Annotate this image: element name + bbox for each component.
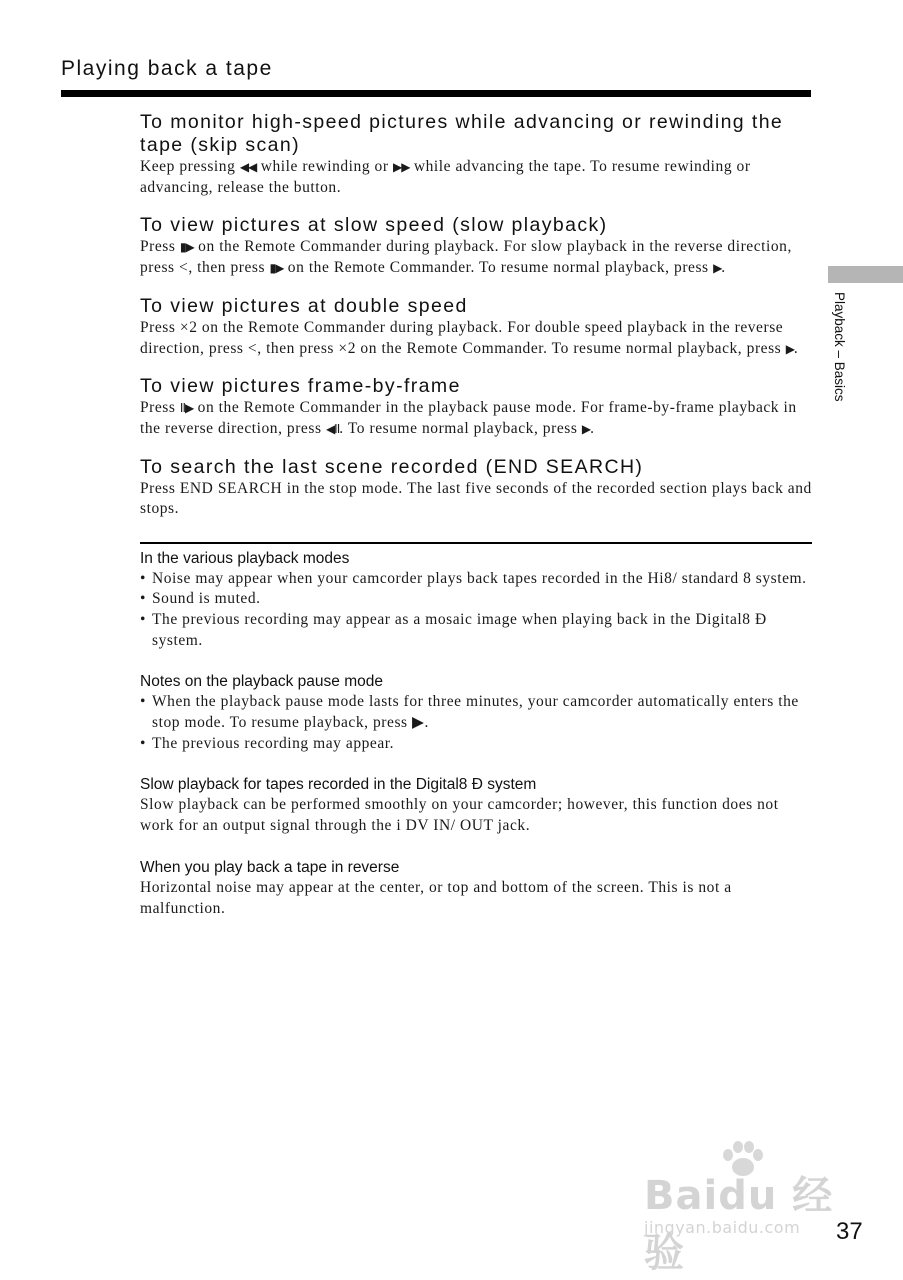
section-body: Press ×2 on the Remote Commander during playback. For double speed playback in the reverse direction, press <, then press ×2 on the Remote Commander. To resume normal playback, press ▶. <box>140 318 799 357</box>
section-body: Press II▶ on the Remote Commander in the playback pause mode. For frame-by-frame playback in the reverse direction, press ◀II. To resume normal playback, press ▶. <box>140 399 797 437</box>
note-body: Slow playback can be performed smoothly on your camcorder; however, this function does not work for an output signal through the i DV IN/ OUT jack. <box>140 796 779 835</box>
note-list <box>140 569 812 652</box>
note-body: Horizontal noise may appear at the center, or top and bottom of the screen. This is not a malfunction. <box>140 878 732 917</box>
play-icon: ▶ <box>581 421 591 436</box>
slow-play-icon: ▮▶ <box>179 240 194 255</box>
slow-play-icon: ▮▶ <box>269 261 284 276</box>
rewind-icon: ◀◀ <box>239 160 257 174</box>
list-item: • Noise may appear when your camcorder plays back tapes recorded in the Hi8/ standard 8 system. <box>140 569 812 590</box>
frame-advance-icon: II▶ <box>179 401 194 416</box>
section-title: To view pictures at double speed <box>140 294 468 317</box>
section-body: Press END SEARCH in the stop mode. The last five seconds of the recorded section plays back and stops. <box>140 479 812 518</box>
note-slow-digital8 <box>140 774 812 836</box>
play-icon: ▶ <box>713 261 722 276</box>
section-frame-by-frame <box>140 375 812 439</box>
page-header-title: Playing back a tape <box>61 57 273 80</box>
list-item: • When the playback pause mode lasts for three minutes, your camcorder automatically enters the stop mode. To resume playback, press ▶. <box>140 692 812 733</box>
watermark <box>640 1140 845 1276</box>
section-body: Press ▮▶ on the Remote Commander during playback. For slow playback in the reverse direction, press <, then press ▮▶ on the Remote Commander. To resume normal playback, press ▶. <box>140 238 792 277</box>
side-tab-marker <box>828 266 903 283</box>
list-item: • Sound is muted. <box>140 589 812 610</box>
reverse-icon: < <box>247 339 258 357</box>
section-title: To view pictures at slow speed (slow playback) <box>140 214 608 237</box>
section-double-speed <box>140 295 812 359</box>
note-various-modes <box>140 548 812 652</box>
reverse-icon: < <box>179 259 189 277</box>
list-item: • The previous recording may appear as a mosaic image when playing back in the Digital8 Ð system. <box>140 610 812 651</box>
section-title: To search the last scene recorded (END SEARCH) <box>140 455 644 478</box>
section-title: To monitor high-speed pictures while advancing or rewinding the tape (skip scan) <box>140 111 784 156</box>
side-tab-label: Playback – Basics <box>832 292 847 402</box>
list-item: • The previous recording may appear. <box>140 734 812 755</box>
watermark-brand: Baidu 经验 <box>644 1173 834 1276</box>
note-title: In the various playback modes <box>140 549 350 567</box>
section-skip-scan <box>140 111 812 198</box>
note-list <box>140 692 812 754</box>
note-title: When you play back a tape in reverse <box>140 858 400 876</box>
header-rule <box>61 90 811 97</box>
fast-forward-icon: ▶▶ <box>393 160 410 174</box>
section-slow-playback <box>140 214 812 278</box>
frame-reverse-icon: ◀II <box>325 421 340 436</box>
note-reverse <box>140 857 812 919</box>
note-pause-mode <box>140 671 812 754</box>
watermark-url: jingyan.baidu.com <box>644 1218 801 1237</box>
section-title: To view pictures frame-by-frame <box>140 375 461 398</box>
section-body: Keep pressing ◀◀ while rewinding or ▶▶ while advancing the tape. To resume rewinding or advancing, release the button. <box>140 158 751 196</box>
notes-divider <box>140 542 812 544</box>
note-title: Slow playback for tapes recorded in the Digital8 Ð system <box>140 776 537 794</box>
section-end-search <box>140 456 812 520</box>
page-number: 37 <box>836 1218 863 1245</box>
play-icon: ▶ <box>785 341 794 356</box>
note-title: Notes on the playback pause mode <box>140 673 383 691</box>
main-content <box>140 111 812 919</box>
